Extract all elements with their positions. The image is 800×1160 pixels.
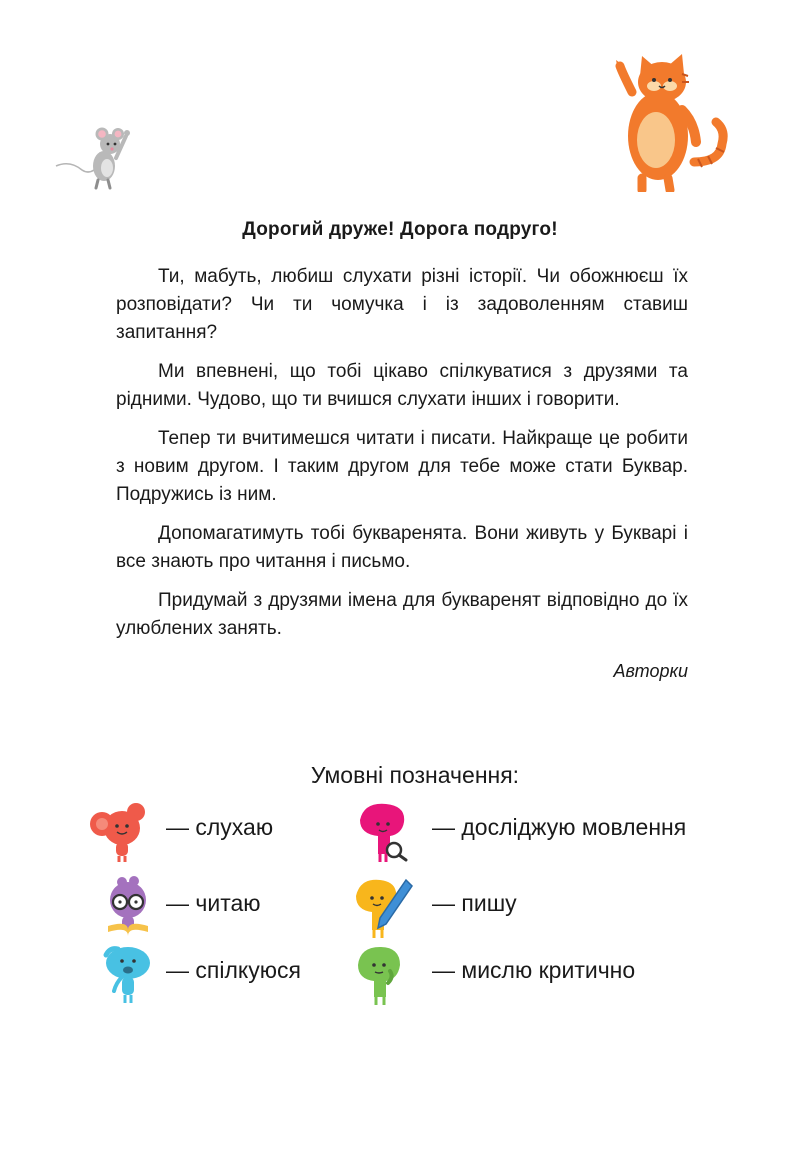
letter-paragraph: Допомагатимуть тобі букваренята. Вони живуть у Букварі і все знають про читання і письмо.: [116, 523, 688, 572]
legend-label: — пишу: [432, 890, 517, 916]
purple-glasses-book-character-icon: [100, 876, 164, 940]
letter-paragraph: Ми впевнені, що тобі цікаво спілкуватися з друзями та рідними. Чудово, що ти вчишся слухати інших і говорити.: [116, 361, 688, 410]
legend-label: — спілкуюся: [166, 957, 301, 983]
legend-label: — слухаю: [166, 814, 274, 840]
legend-label: — мислю критично: [432, 957, 636, 983]
letter-paragraph: Тепер ти вчитимешся читати і писати. Найкраще це робити з новим другом. І таким другом для тебе може стати Буквар. Подружись із ним.: [116, 428, 688, 505]
magenta-magnifier-character-icon: [352, 800, 416, 864]
legend-label: — читаю: [166, 890, 261, 916]
legend-item-listen: [88, 800, 388, 864]
letter-paragraph: Ти, мабуть, любиш слухати різні історії. Чи обожнюєш їх розповідати? Чи ти чомучка і із задоволенням ставиш запитання?: [116, 266, 688, 343]
blue-talking-character-icon: [100, 943, 164, 1007]
legend-item-write: [352, 876, 652, 940]
legend-label: — досліджую мовлення: [432, 814, 687, 840]
letter-paragraph: Придумай з друзями імена для букваренят відповідно до їх улюблених занять.: [116, 590, 688, 639]
legend-item-research: [352, 800, 742, 864]
legend-title: Умовні позначення:: [310, 762, 520, 788]
green-thinking-character-icon: [352, 943, 416, 1007]
cat-illustration: [612, 52, 730, 192]
yellow-pen-character-icon: [352, 876, 416, 940]
mouse-illustration: [52, 120, 138, 192]
letter-signature: Авторки: [613, 661, 688, 681]
legend-item-critical-thinking: [352, 943, 692, 1007]
red-mouse-eared-character-icon: [88, 800, 152, 864]
letter-greeting: Дорогий друже! Дорога подруго!: [242, 219, 558, 240]
letter-body: [116, 263, 688, 654]
